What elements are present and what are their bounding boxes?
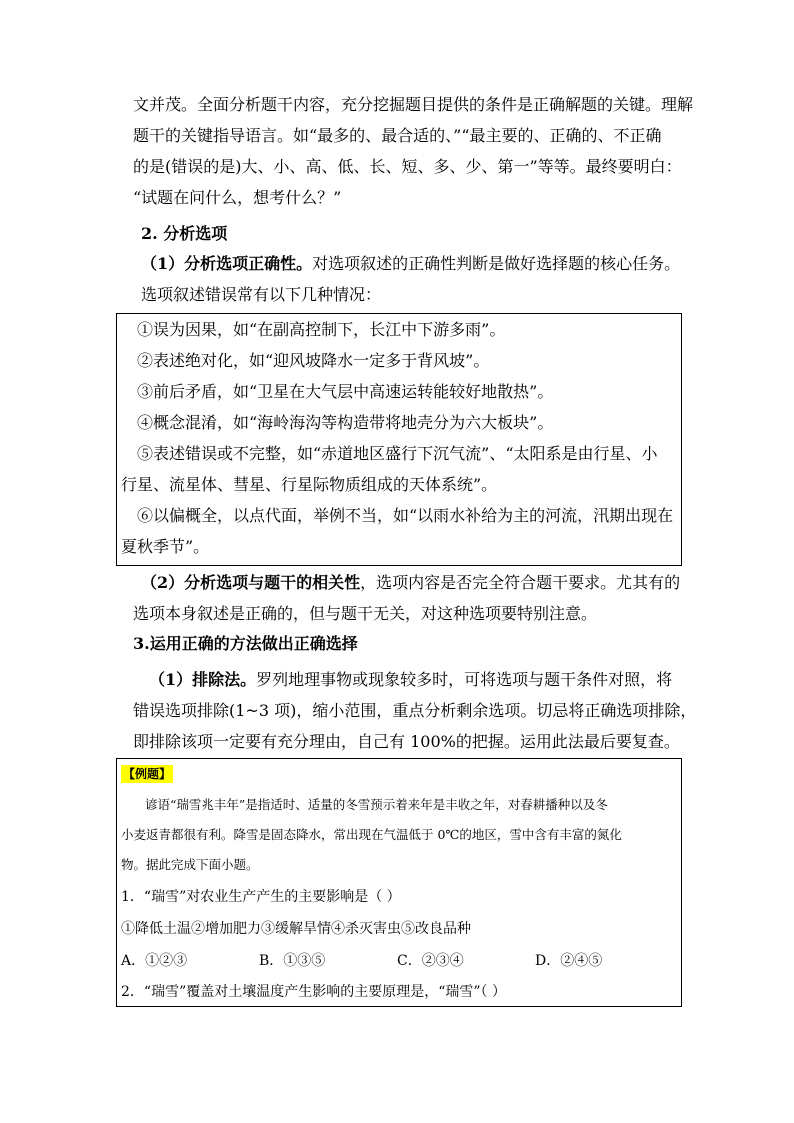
sub1-text: 对选项叙述的正确性判断是做好选择题的核心任务。 bbox=[312, 254, 681, 273]
sub1-bold-label: （1）分析选项正确性。 bbox=[141, 254, 313, 273]
question-1-option-a[interactable]: A．①②③ bbox=[121, 953, 188, 969]
intro-line: 题干的关键指导语言。如“最多的、最合适的、”“最主要的、正确的、不正确 bbox=[133, 126, 662, 145]
intro-line: “试题在问什么，想考什么？” bbox=[133, 188, 342, 207]
example-passage-line: 谚语“瑞雪兆丰年”是指适时、适量的冬雪预示着来年是丰收之年，对春耕播种以及冬 bbox=[145, 797, 608, 812]
elimination-text: 罗列地理事物或现象较多时，可将选项与题干条件对照，将 bbox=[256, 670, 673, 689]
elimination-line3: 即排除该项一定要有充分理由，自己有 100%的把握。运用此法最后要复查。 bbox=[133, 732, 680, 751]
intro-line: 文并茂。全面分析题干内容，充分挖掘题目提供的条件是正确解题的关键。理解 bbox=[133, 95, 694, 114]
question-1-option-b[interactable]: B．①③⑤ bbox=[259, 953, 326, 969]
intro-paragraph bbox=[133, 89, 694, 213]
question-2: 2．“瑞雪”覆盖对土壤温度产生影响的主要原理是，“瑞雪”（ ） bbox=[121, 984, 506, 1000]
sub2-bold-label: （2）分析选项与题干的相关性 bbox=[141, 573, 361, 592]
section-2-sub2 bbox=[133, 567, 681, 629]
example-tag: 【例题】 bbox=[123, 767, 172, 781]
error-case-line: ⑤表述错误或不完整，如“赤道地区盛行下沉气流”、“太阳系是由行星、小 bbox=[137, 444, 658, 463]
elimination-line2: 错误选项排除(1~3 项)，缩小范围，重点分析剩余选项。切忌将正确选项排除， bbox=[133, 701, 697, 720]
section-2-heading: 2. 分析选项 bbox=[141, 224, 228, 243]
error-case-line: ⑥以偏概全，以点代面，举例不当，如“以雨水补给为主的河流，汛期出现在 bbox=[137, 506, 674, 525]
elimination-method bbox=[133, 664, 697, 757]
question-1-items: ①降低土温②增加肥力③缓解旱情④杀灭害虫⑤改良品种 bbox=[121, 921, 471, 937]
error-case-line: 夏秋季节”。 bbox=[121, 537, 210, 556]
sub1-line2: 选项叙述错误常有以下几种情况： bbox=[141, 285, 382, 304]
error-cases-box bbox=[116, 313, 682, 566]
elimination-bold-label: （1）排除法。 bbox=[149, 670, 257, 689]
error-case-line: ③前后矛盾，如“卫星在大气层中高速运转能较好地散热”。 bbox=[137, 382, 554, 401]
sub2-text: ，选项内容是否完全符合题干要求。尤其有的 bbox=[360, 573, 681, 592]
intro-line: 的是(错误的是)大、小、高、低、长、短、多、少、第一”等等。最终要明白： bbox=[133, 157, 682, 176]
error-case-line: ①误为因果，如“在副高控制下，长江中下游多雨”。 bbox=[137, 320, 506, 339]
error-case-line: ②表述绝对化，如“迎风坡降水一定多于背风坡”。 bbox=[137, 351, 490, 370]
example-box bbox=[116, 758, 682, 1007]
question-1: 1．“瑞雪”对农业生产产生的主要影响是（ ） bbox=[121, 889, 401, 905]
section-3-heading: 3.运用正确的方法做出正确选择 bbox=[133, 634, 358, 653]
question-1-option-c[interactable]: C．②③④ bbox=[397, 953, 464, 969]
section-2-sub1 bbox=[141, 248, 681, 310]
sub2-line2: 选项本身叙述是正确的，但与题干无关，对这种选项要特别注意。 bbox=[133, 604, 598, 623]
error-case-line: 行星、流星体、彗星、行星际物质组成的天体系统”。 bbox=[121, 475, 498, 494]
example-passage-line: 小麦返青都很有利。降雪是固态降水，常出现在气温低于 0℃的地区，雪中含有丰富的氮化 bbox=[121, 827, 622, 842]
error-case-line: ④概念混淆，如“海岭海沟等构造带将地壳分为六大板块”。 bbox=[137, 413, 554, 432]
example-passage-line: 物。据此完成下面小题。 bbox=[121, 857, 259, 872]
question-1-option-d[interactable]: D．②④⑤ bbox=[535, 953, 603, 969]
